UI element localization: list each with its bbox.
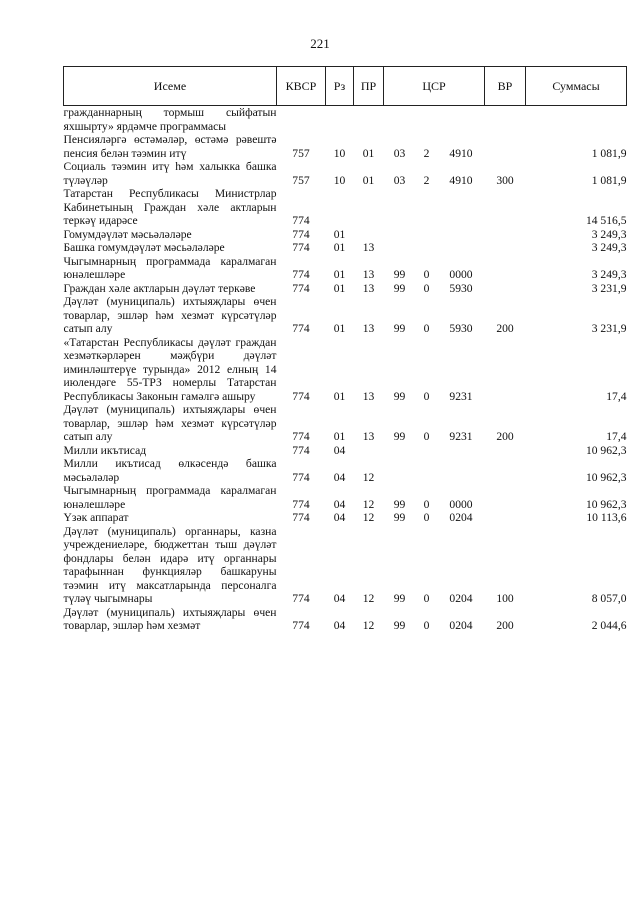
row-pr: 12 <box>362 511 375 524</box>
row-vr <box>485 241 526 255</box>
table-row <box>64 133 627 160</box>
row-rz: 01 <box>333 268 346 281</box>
row-pr: 12 <box>362 497 375 511</box>
row-csr-subprogram: 2 <box>423 173 430 187</box>
column-header-name: Исеме <box>64 67 277 106</box>
row-name: Социаль тәэмин итү һәм халыкка башка түләүләр <box>63 160 277 187</box>
row-pr <box>354 228 384 242</box>
row-pr: 01 <box>362 173 375 187</box>
row-sum: 3 249,3 <box>591 268 627 281</box>
row-vr: 200 <box>496 619 514 632</box>
row-vr <box>485 133 526 160</box>
row-pr <box>354 106 384 134</box>
row-pr: 12 <box>362 619 375 632</box>
row-sum: 3 231,9 <box>591 322 627 335</box>
row-csr-direction: 0204 <box>449 619 473 632</box>
row-csr-subprogram: 0 <box>423 281 430 295</box>
row-csr-direction: 0204 <box>449 592 473 605</box>
row-csr-program <box>384 187 416 228</box>
row-pr <box>354 444 384 458</box>
row-vr <box>485 484 526 511</box>
row-csr-subprogram <box>416 187 438 228</box>
column-header-pr: ПР <box>354 67 384 106</box>
row-kvsr: 774 <box>292 322 310 335</box>
row-csr-program: 99 <box>393 497 406 511</box>
row-sum: 3 249,3 <box>591 241 627 254</box>
row-sum: 3 231,9 <box>591 281 627 295</box>
row-rz: 01 <box>333 227 346 241</box>
column-header-kvsr: КВСР <box>277 67 326 106</box>
row-sum: 10 113,6 <box>586 511 627 524</box>
row-kvsr: 774 <box>292 268 310 281</box>
row-vr <box>485 457 526 484</box>
row-kvsr: 774 <box>292 497 310 511</box>
table-header-row <box>64 67 627 106</box>
column-header-rz: Рз <box>326 67 354 106</box>
row-csr-direction <box>438 228 485 242</box>
row-kvsr: 774 <box>292 430 310 443</box>
row-csr-program <box>384 106 416 134</box>
row-csr-direction <box>438 444 485 458</box>
table-row <box>64 228 627 242</box>
table-row <box>64 255 627 282</box>
row-csr-subprogram: 0 <box>423 430 430 443</box>
row-kvsr: 774 <box>292 281 310 295</box>
row-vr <box>485 187 526 228</box>
row-vr <box>485 255 526 282</box>
row-rz: 04 <box>333 592 346 605</box>
table-row <box>64 106 627 134</box>
row-csr-program <box>384 457 416 484</box>
row-pr: 13 <box>362 430 375 443</box>
row-sum: 10 962,3 <box>585 470 627 484</box>
table-row <box>64 160 627 187</box>
row-csr-subprogram: 0 <box>423 322 430 335</box>
row-rz: 10 <box>333 173 346 187</box>
row-name: гражданнарның тормыш сыйфатын яхшырту» ярдәмче программасы <box>63 106 277 133</box>
table-row <box>64 484 627 511</box>
row-csr-program: 99 <box>393 281 406 295</box>
row-sum: 10 962,3 <box>585 497 627 511</box>
row-name: Милли икътисад өлкәсендә башка мәсьәләләр <box>63 457 277 484</box>
row-name: Граждан хәле актларын дәүләт теркәве <box>63 281 256 295</box>
row-rz: 01 <box>333 322 346 335</box>
row-name: Милли икътисад <box>63 443 147 457</box>
row-csr-direction: 0000 <box>449 268 473 281</box>
page-number: 221 <box>310 36 330 51</box>
row-vr: 200 <box>496 322 514 335</box>
row-vr <box>485 444 526 458</box>
row-name: Татарстан Республикасы Министрлар Кабинетының Граждан хәле актларын теркәү идарәсе <box>63 187 277 227</box>
row-name: «Татарстан Республикасы дәүләт граждан хезмәткәрләрен мәҗбүри дәүләт иминләштерүе турында» 2012 елның 14 июлендәге 55-ТРЗ номерлы Татарстан Республикасы Законын гамәлгә ашыру <box>63 335 277 403</box>
table-row <box>64 444 627 458</box>
row-sum: 2 044,6 <box>591 619 627 632</box>
row-rz: 01 <box>333 241 346 254</box>
column-header-csr: ЦСР <box>384 67 485 106</box>
table-row <box>64 511 627 525</box>
row-csr-program: 99 <box>393 430 406 443</box>
row-csr-program <box>384 241 416 255</box>
row-pr: 13 <box>362 322 375 335</box>
row-csr-direction <box>438 241 485 255</box>
table-row <box>64 295 627 336</box>
row-kvsr: 774 <box>292 227 310 241</box>
row-csr-program: 99 <box>393 268 406 281</box>
row-csr-program <box>384 228 416 242</box>
row-csr-direction: 4910 <box>449 173 473 187</box>
row-csr-program: 99 <box>393 389 406 403</box>
row-name: Башка гомумдәүләт мәсьәләләре <box>63 241 225 254</box>
row-kvsr: 774 <box>292 214 310 227</box>
row-csr-direction: 5930 <box>449 281 473 295</box>
table-row <box>64 187 627 228</box>
row-csr-direction: 4910 <box>449 146 473 160</box>
row-pr: 13 <box>362 268 375 281</box>
row-vr <box>485 511 526 525</box>
row-name: Дәүләт (муниципаль) ихтыяҗлары өчен товарлар, эшләр һәм хезмәт <box>63 605 277 632</box>
row-vr: 100 <box>496 592 514 605</box>
row-rz: 04 <box>333 443 346 457</box>
row-sum: 10 962,3 <box>585 443 627 457</box>
row-csr-program: 03 <box>393 173 406 187</box>
row-csr-direction <box>438 457 485 484</box>
row-name: Чыгымнарның программада каралмаган юнәлешләре <box>63 484 277 511</box>
column-header-sum: Суммасы <box>526 67 627 106</box>
row-name: Дәүләт (муниципаль) ихтыяҗлары өчен товарлар, эшләр һәм хезмәт күрсәтүләр сатып алу <box>63 403 277 443</box>
row-csr-subprogram: 0 <box>423 592 430 605</box>
table-row <box>64 336 627 404</box>
row-rz: 04 <box>333 619 346 632</box>
row-sum: 17,4 <box>606 389 627 403</box>
budget-table <box>63 66 627 633</box>
row-csr-subprogram <box>416 228 438 242</box>
row-csr-program: 99 <box>393 619 406 632</box>
row-csr-program: 99 <box>393 592 406 605</box>
row-pr: 13 <box>362 241 375 254</box>
row-kvsr: 774 <box>292 470 310 484</box>
row-sum: 8 057,0 <box>591 592 627 605</box>
column-header-vr: ВР <box>485 67 526 106</box>
row-rz: 01 <box>333 430 346 443</box>
row-csr-subprogram <box>416 241 438 255</box>
row-name: Дәүләт (муниципаль) ихтыяҗлары өчен товарлар, эшләр һәм хезмәт күрсәтүләр сатып алу <box>63 295 277 335</box>
row-rz: 04 <box>333 511 346 524</box>
row-csr-direction: 9231 <box>449 430 473 443</box>
row-csr-direction: 0204 <box>449 511 473 524</box>
table-row <box>64 525 627 606</box>
row-kvsr: 774 <box>292 619 310 632</box>
row-sum: 1 081,9 <box>591 146 627 160</box>
row-rz <box>326 106 354 134</box>
row-pr: 12 <box>362 470 375 484</box>
row-name: Гомумдәүләт мәсьәләләре <box>63 227 192 241</box>
row-csr-direction: 5930 <box>449 322 473 335</box>
row-csr-direction <box>438 106 485 134</box>
row-name: Чыгымнарның программада каралмаган юнәлешләре <box>63 254 277 281</box>
row-rz: 01 <box>333 389 346 403</box>
row-vr: 200 <box>496 430 514 443</box>
row-vr: 300 <box>496 173 514 187</box>
row-sum: 14 516,5 <box>585 214 627 227</box>
row-vr <box>485 336 526 404</box>
row-rz: 10 <box>333 146 346 160</box>
row-csr-program: 03 <box>393 146 406 160</box>
row-csr-subprogram <box>416 106 438 134</box>
row-csr-subprogram <box>416 457 438 484</box>
row-pr: 13 <box>362 281 375 295</box>
row-csr-subprogram: 0 <box>423 497 430 511</box>
row-name: Пенсияләргә өстәмәләр, өстәмә рәвештә пенсия белән тәэмин итү <box>63 133 277 160</box>
row-sum: 3 249,3 <box>591 227 627 241</box>
row-csr-subprogram: 0 <box>423 619 430 632</box>
row-sum: 1 081,9 <box>591 173 627 187</box>
row-pr <box>354 187 384 228</box>
row-kvsr: 774 <box>292 592 310 605</box>
row-csr-direction: 9231 <box>449 389 473 403</box>
row-csr-subprogram: 2 <box>423 146 430 160</box>
table-row <box>64 606 627 633</box>
row-csr-subprogram <box>416 444 438 458</box>
row-rz: 04 <box>333 497 346 511</box>
row-csr-program <box>384 444 416 458</box>
table-row <box>64 282 627 296</box>
row-pr: 13 <box>362 389 375 403</box>
table-row <box>64 241 627 255</box>
row-rz <box>326 187 354 228</box>
row-kvsr: 774 <box>292 443 310 457</box>
row-pr: 01 <box>362 146 375 160</box>
row-csr-program: 99 <box>393 322 406 335</box>
row-rz: 04 <box>333 470 346 484</box>
row-sum: 17,4 <box>606 430 627 443</box>
row-sum <box>526 106 627 134</box>
row-vr <box>485 282 526 296</box>
row-csr-subprogram: 0 <box>423 389 430 403</box>
row-rz: 01 <box>333 281 346 295</box>
row-kvsr: 774 <box>292 511 310 524</box>
row-pr: 12 <box>362 592 375 605</box>
row-csr-direction <box>438 187 485 228</box>
row-kvsr <box>277 106 326 134</box>
row-csr-direction: 0000 <box>449 497 473 511</box>
table-row <box>64 457 627 484</box>
row-csr-program: 99 <box>393 511 406 524</box>
row-kvsr: 774 <box>292 241 310 254</box>
row-csr-subprogram: 0 <box>423 268 430 281</box>
table-row <box>64 403 627 444</box>
row-kvsr: 757 <box>292 173 310 187</box>
row-vr <box>485 106 526 134</box>
row-kvsr: 757 <box>292 146 310 160</box>
row-name: Үзәк аппарат <box>63 511 129 524</box>
row-name: Дәүләт (муниципаль) органнары, казна учреждениеләре, бюджеттан тыш дәүләт фондлары белән идарә итү органнары тарафыннан функцияләр башкаруны тәэмин итү максатларында персоналга түләү чыгымнары <box>63 524 277 605</box>
row-csr-subprogram: 0 <box>423 511 430 524</box>
row-vr <box>485 228 526 242</box>
row-kvsr: 774 <box>292 389 310 403</box>
